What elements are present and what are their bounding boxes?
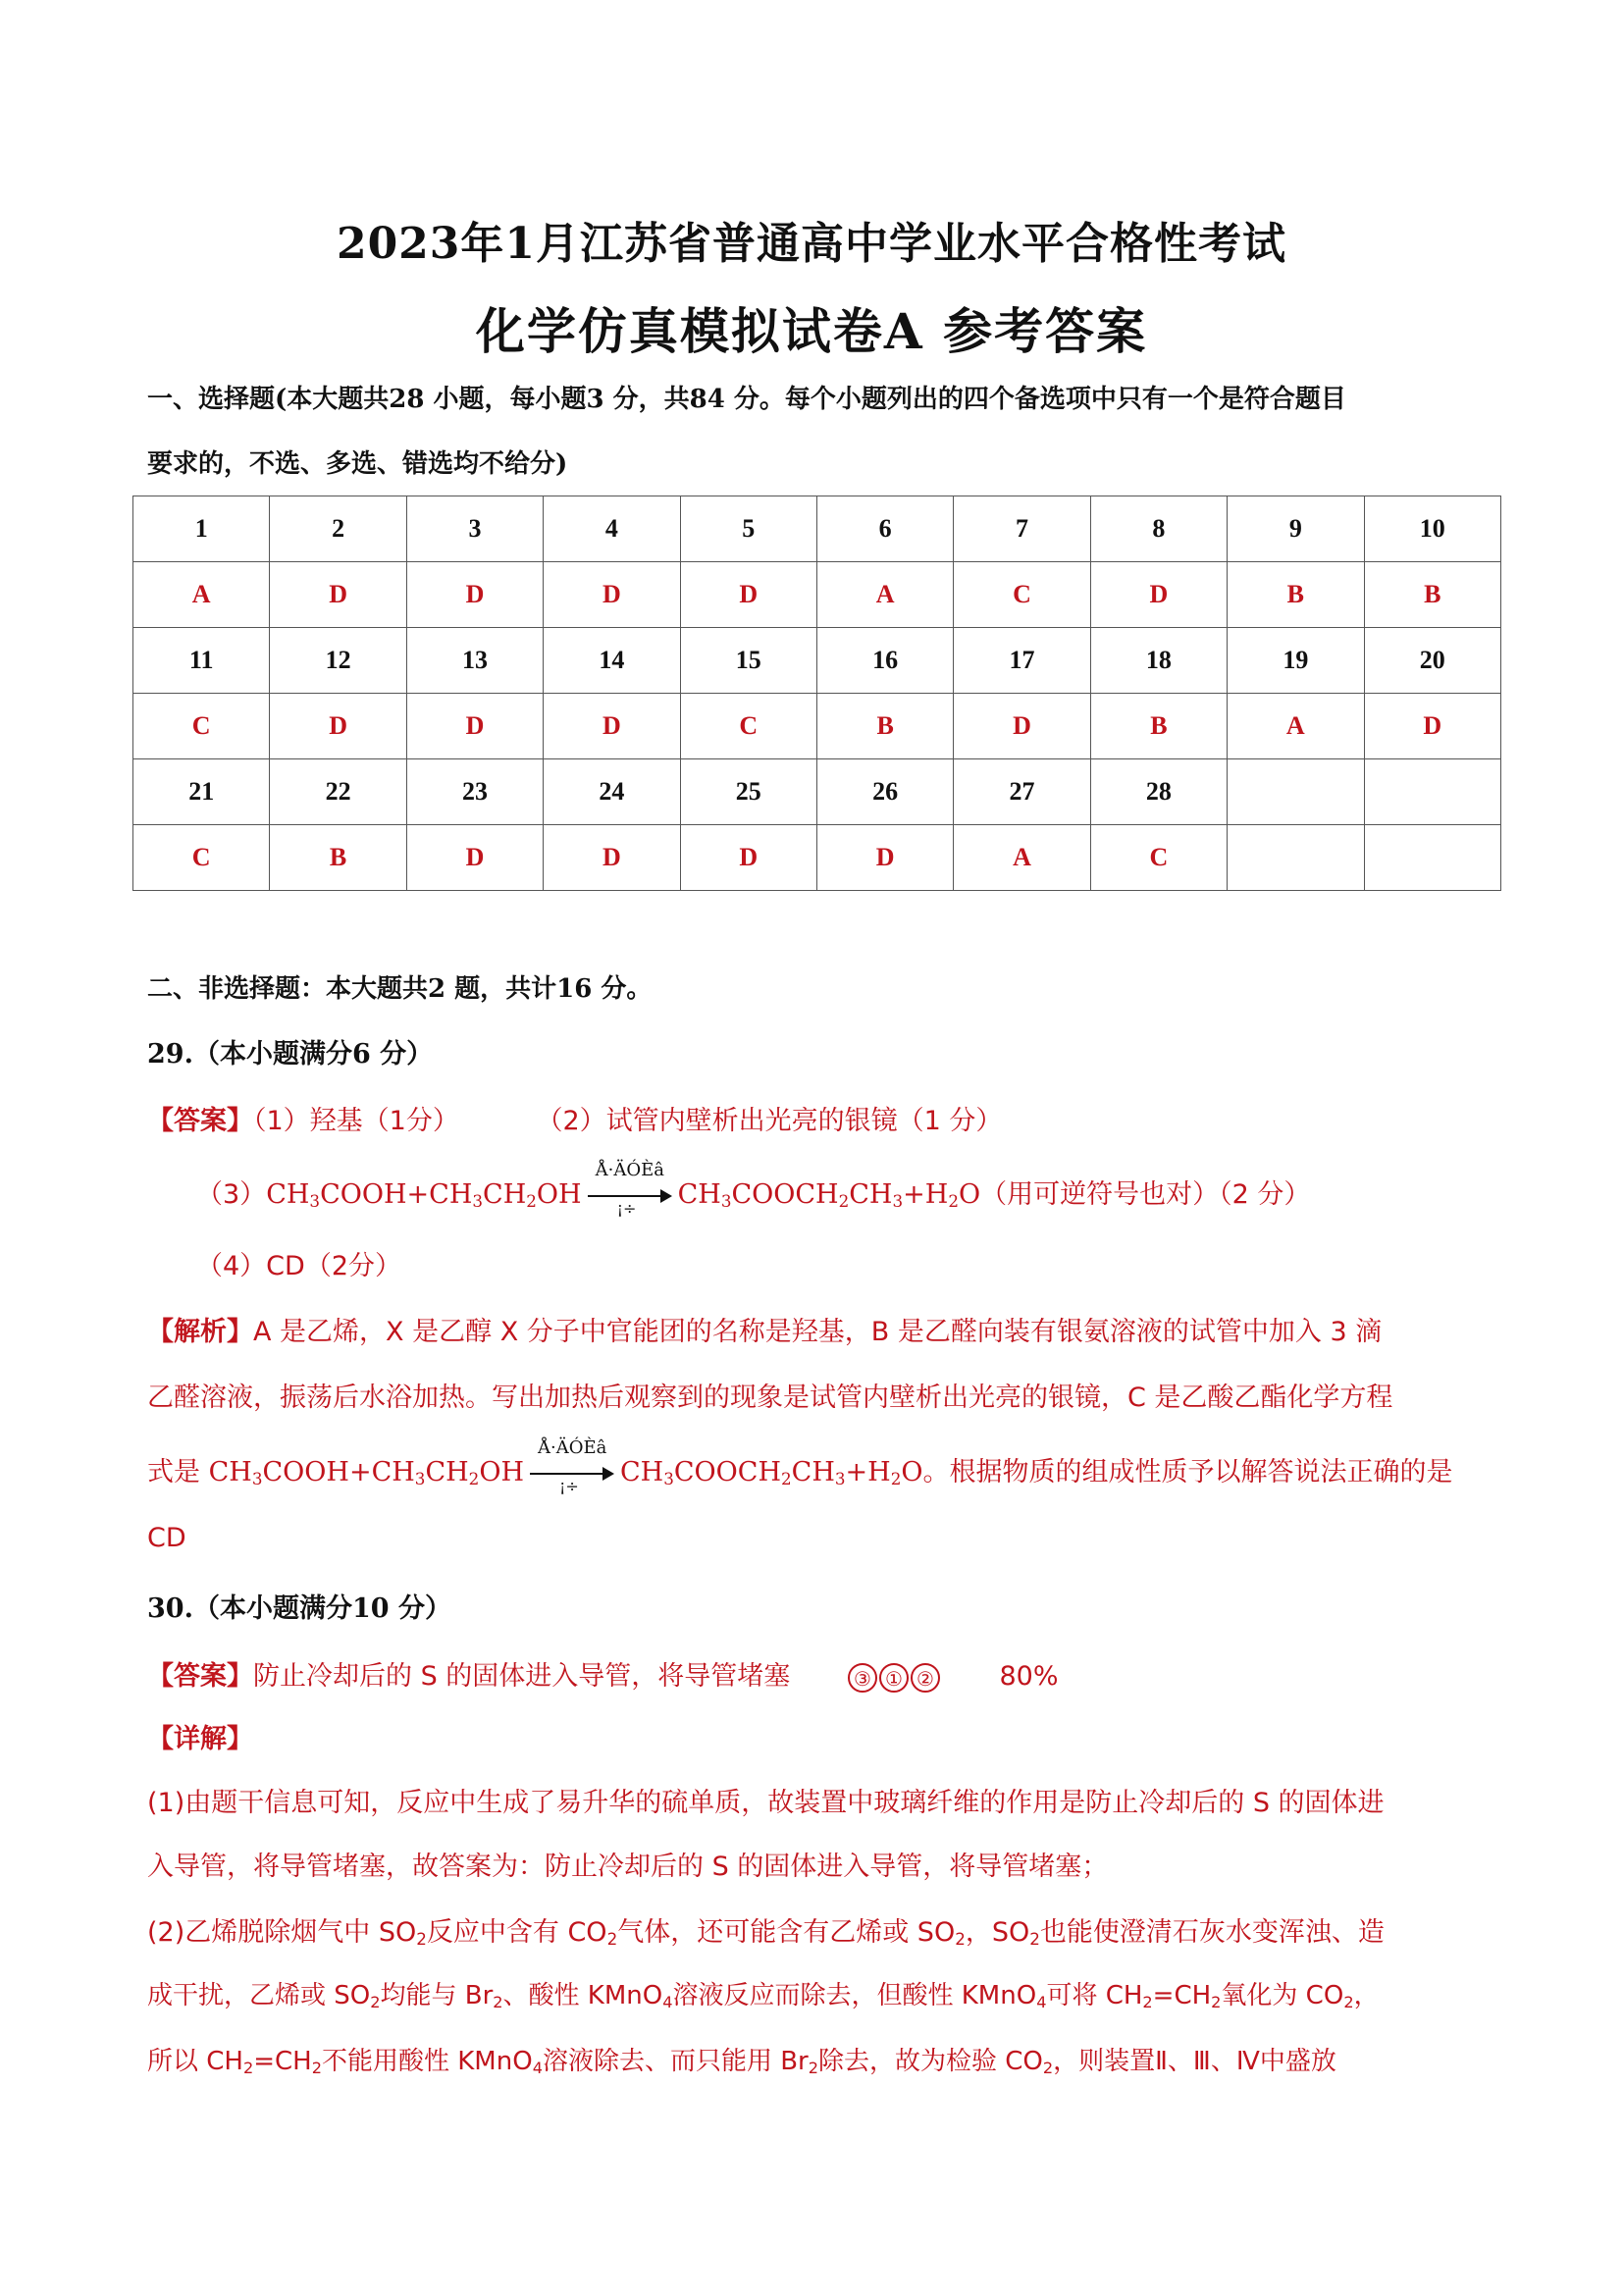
answer-cell: D — [270, 562, 406, 628]
answer-table — [132, 496, 1501, 891]
q29-ans4: （4）CD（2分） — [196, 1251, 401, 1281]
answer-cell: C — [1090, 825, 1227, 891]
circled-number: ③ — [848, 1663, 877, 1693]
answer-cell: D — [406, 694, 543, 759]
answer-cell: D — [544, 694, 680, 759]
answer-cell: D — [544, 825, 680, 891]
answer-cell: B — [270, 825, 406, 891]
q30-answer-text: 防止冷却后的 S 的固体进入导管，将导管堵塞 — [253, 1661, 791, 1692]
answer-cell: D — [270, 694, 406, 759]
q30-detail2-line3: 所以 $CH_2=CH_2$不能用酸性 KMnO$_4$溶液除去、而只能用 $Br_2$除去，故为检验 $CO_2$，则装置Ⅱ、Ⅲ、Ⅳ中盛放 — [147, 2047, 1336, 2078]
question-number-cell: 5 — [680, 496, 816, 562]
q29-ans3-suffix: （用可逆符号也对）（2 分） — [980, 1179, 1311, 1210]
catalyst-label: Å·ÄÓÈâ — [538, 1436, 607, 1458]
question-number-cell: 28 — [1090, 759, 1227, 825]
answer-cell: A — [133, 562, 270, 628]
q30-order — [848, 1661, 942, 1692]
d2-text: 不能用酸性 KMnO — [321, 2047, 533, 2076]
question-number-cell: 3 — [406, 496, 543, 562]
question-number-cell — [1228, 759, 1364, 825]
question-number-cell: 23 — [406, 759, 543, 825]
answer-cell: D — [954, 694, 1090, 759]
question-number-row — [133, 628, 1501, 694]
answer-cell: D — [816, 825, 953, 891]
section2-heading: 二、非选择题：本大题共2 题，共计16 分。 — [147, 974, 653, 1004]
q29-analysis-reactants: $CH_3COOH+CH_3CH_2OH$ — [208, 1457, 524, 1489]
d2-text: (2)乙烯脱除烟气中 SO — [147, 1917, 417, 1948]
reaction-arrow-icon — [588, 1159, 672, 1218]
q29-answer-line3 — [196, 1159, 1311, 1218]
q30-detail2-line1: (2)乙烯脱除烟气中 $SO_2$反应中含有 $CO_2$气体，还可能含有乙烯或 $SO_2$，$SO_2$也能使澄清石灰水变浑浊、造 — [147, 1917, 1385, 1950]
question-number-cell: 17 — [954, 628, 1090, 694]
answer-cell: D — [406, 825, 543, 891]
d2-text: 除去，故为检验 CO — [817, 2047, 1043, 2076]
answer-cell: B — [816, 694, 953, 759]
q29-analysis-line4: CD — [147, 1523, 186, 1553]
d2-text: ，SO — [965, 1917, 1030, 1948]
answer-row — [133, 694, 1501, 759]
q29-ans1: （1）羟基（1分） — [253, 1106, 459, 1136]
answer-cell: B — [1090, 694, 1227, 759]
d2-text: 气体，还可能含有乙烯或 SO — [617, 1917, 956, 1948]
section1-heading-cont: 要求的，不选、多选、错选均不给分) — [147, 449, 568, 479]
d2-text: 氧化为 CO — [1221, 1981, 1344, 2010]
q29-ans2: （2）试管内壁析出光亮的银镜（1 分） — [536, 1106, 1003, 1136]
question-number-cell: 18 — [1090, 628, 1227, 694]
answer-cell — [1228, 825, 1364, 891]
q29-eq-reactants: $CH_3COOH+CH_3CH_2OH$ — [266, 1179, 582, 1212]
question-number-cell: 25 — [680, 759, 816, 825]
answer-cell: A — [816, 562, 953, 628]
d2-text: 所以 CH — [147, 2047, 243, 2076]
d2-text: =CH — [253, 2047, 312, 2076]
circled-number: ② — [911, 1663, 940, 1693]
q30-detail1-line1: (1)由题干信息可知，反应中生成了易升华的硫单质，故装置中玻璃纤维的作用是防止冷却后的 S 的固体进 — [147, 1788, 1385, 1818]
q29-analysis-text1: A 是乙烯，X 是乙醇 X 分子中官能团的名称是羟基，B 是乙醛向装有银氨溶液的试管中加入 3 滴 — [253, 1317, 1383, 1347]
q29-analysis-line2: 乙醛溶液，振荡后水浴加热。写出加热后观察到的现象是试管内壁析出光亮的银镜，C 是乙酸乙酯化学方程 — [147, 1383, 1393, 1413]
q29-analysis-line3 — [147, 1436, 1453, 1495]
question-number-cell: 8 — [1090, 496, 1227, 562]
d2-text: 、酸性 KMnO — [502, 1981, 663, 2010]
d2-text: ， — [1353, 1981, 1380, 2010]
question-number-cell: 13 — [406, 628, 543, 694]
d2-text: 均能与 Br — [380, 1981, 494, 2010]
question-number-cell: 26 — [816, 759, 953, 825]
question-number-cell: 11 — [133, 628, 270, 694]
question-number-cell: 2 — [270, 496, 406, 562]
q30-percent: 80% — [999, 1661, 1059, 1692]
reaction-arrow-icon — [530, 1436, 614, 1495]
question-number-cell: 4 — [544, 496, 680, 562]
question-number-cell: 1 — [133, 496, 270, 562]
answer-cell: D — [1090, 562, 1227, 628]
question-number-cell: 10 — [1364, 496, 1500, 562]
q29-analysis-line1 — [147, 1310, 1382, 1348]
answer-cell: A — [954, 825, 1090, 891]
circled-number: ① — [879, 1663, 909, 1693]
d2-text: 溶液除去、而只能用 Br — [542, 2047, 809, 2076]
d2-text: 成干扰，乙烯或 SO — [147, 1981, 371, 2010]
q29-answer-line1 — [147, 1099, 1002, 1137]
answer-cell: D — [680, 562, 816, 628]
section1-heading: 一、选择题(本大题共28 小题，每小题3 分，共84 分。每个小题列出的四个备选项中只有一个是符合题目 — [147, 385, 1346, 414]
question-number-row — [133, 496, 1501, 562]
question-number-cell: 24 — [544, 759, 680, 825]
question-number-cell: 9 — [1228, 496, 1364, 562]
answer-cell: C — [680, 694, 816, 759]
question-number-cell: 22 — [270, 759, 406, 825]
d2-text: ，则装置Ⅱ、Ⅲ、Ⅳ中盛放 — [1053, 2047, 1336, 2076]
exam-title: 2023年1月江苏省普通高中学业水平合格性考试 — [336, 219, 1287, 269]
q29-ans3-prefix: （3） — [196, 1179, 267, 1210]
question-number-cell: 12 — [270, 628, 406, 694]
d2-text: 也能使澄清石灰水变浑浊、造 — [1039, 1917, 1385, 1948]
q30-detail2-line2: 成干扰，乙烯或 $SO_2$均能与 $Br_2$、酸性 KMnO$_4$溶液反应而除去，但酸性 KMnO$_4$可将 $CH_2=CH_2$氧化为 $CO_2$， — [147, 1981, 1380, 2012]
d2-text: 反应中含有 CO — [426, 1917, 607, 1948]
answer-cell: C — [954, 562, 1090, 628]
analysis-tag: 【解析】 — [147, 1317, 253, 1347]
answer-tag: 【答案】 — [147, 1661, 253, 1692]
q29-label: 29.（本小题满分6 分） — [147, 1039, 434, 1070]
catalyst-label: Å·ÄÓÈâ — [595, 1159, 664, 1180]
answer-cell: D — [1364, 694, 1500, 759]
answer-cell: D — [406, 562, 543, 628]
question-number-cell: 21 — [133, 759, 270, 825]
answer-cell: B — [1364, 562, 1500, 628]
answer-tag: 【答案】 — [147, 1106, 253, 1136]
answer-cell: D — [680, 825, 816, 891]
q30-detail1-line2: 入导管，将导管堵塞，故答案为：防止冷却后的 S 的固体进入导管，将导管堵塞； — [147, 1852, 1109, 1882]
q29-analysis-products: $CH_3COOCH_2CH_3+H_2O$ — [620, 1457, 923, 1489]
question-number-cell: 14 — [544, 628, 680, 694]
question-number-row — [133, 759, 1501, 825]
question-number-cell: 27 — [954, 759, 1090, 825]
answer-cell: C — [133, 825, 270, 891]
answer-row — [133, 562, 1501, 628]
d2-text: 可将 CH — [1046, 1981, 1143, 2010]
answer-row — [133, 825, 1501, 891]
question-number-cell: 20 — [1364, 628, 1500, 694]
d2-text: 溶液反应而除去，但酸性 KMnO — [672, 1981, 1037, 2010]
question-number-cell: 6 — [816, 496, 953, 562]
q29-analysis-suffix: 。根据物质的组成性质予以解答说法正确的是 — [922, 1457, 1453, 1487]
q30-answer-line — [147, 1654, 1059, 1693]
exam-subtitle: 化学仿真模拟试卷A 参考答案 — [475, 302, 1148, 360]
question-number-cell: 19 — [1228, 628, 1364, 694]
answer-cell: A — [1228, 694, 1364, 759]
detail-tag: 【详解】 — [147, 1724, 253, 1754]
heat-label: ¡÷ — [559, 1476, 579, 1495]
question-number-cell — [1364, 759, 1500, 825]
q30-label: 30.（本小题满分10 分） — [147, 1593, 451, 1624]
question-number-cell: 7 — [954, 496, 1090, 562]
q29-eq-products: $CH_3COOCH_2CH_3+H_2O$ — [677, 1179, 981, 1212]
answer-cell — [1364, 825, 1500, 891]
answer-cell: D — [544, 562, 680, 628]
answer-cell: C — [133, 694, 270, 759]
heat-label: ¡÷ — [616, 1198, 637, 1218]
question-number-cell: 16 — [816, 628, 953, 694]
question-number-cell: 15 — [680, 628, 816, 694]
answer-cell: B — [1228, 562, 1364, 628]
q29-analysis-prefix: 式是 — [147, 1457, 200, 1487]
d2-text: =CH — [1152, 1981, 1212, 2010]
